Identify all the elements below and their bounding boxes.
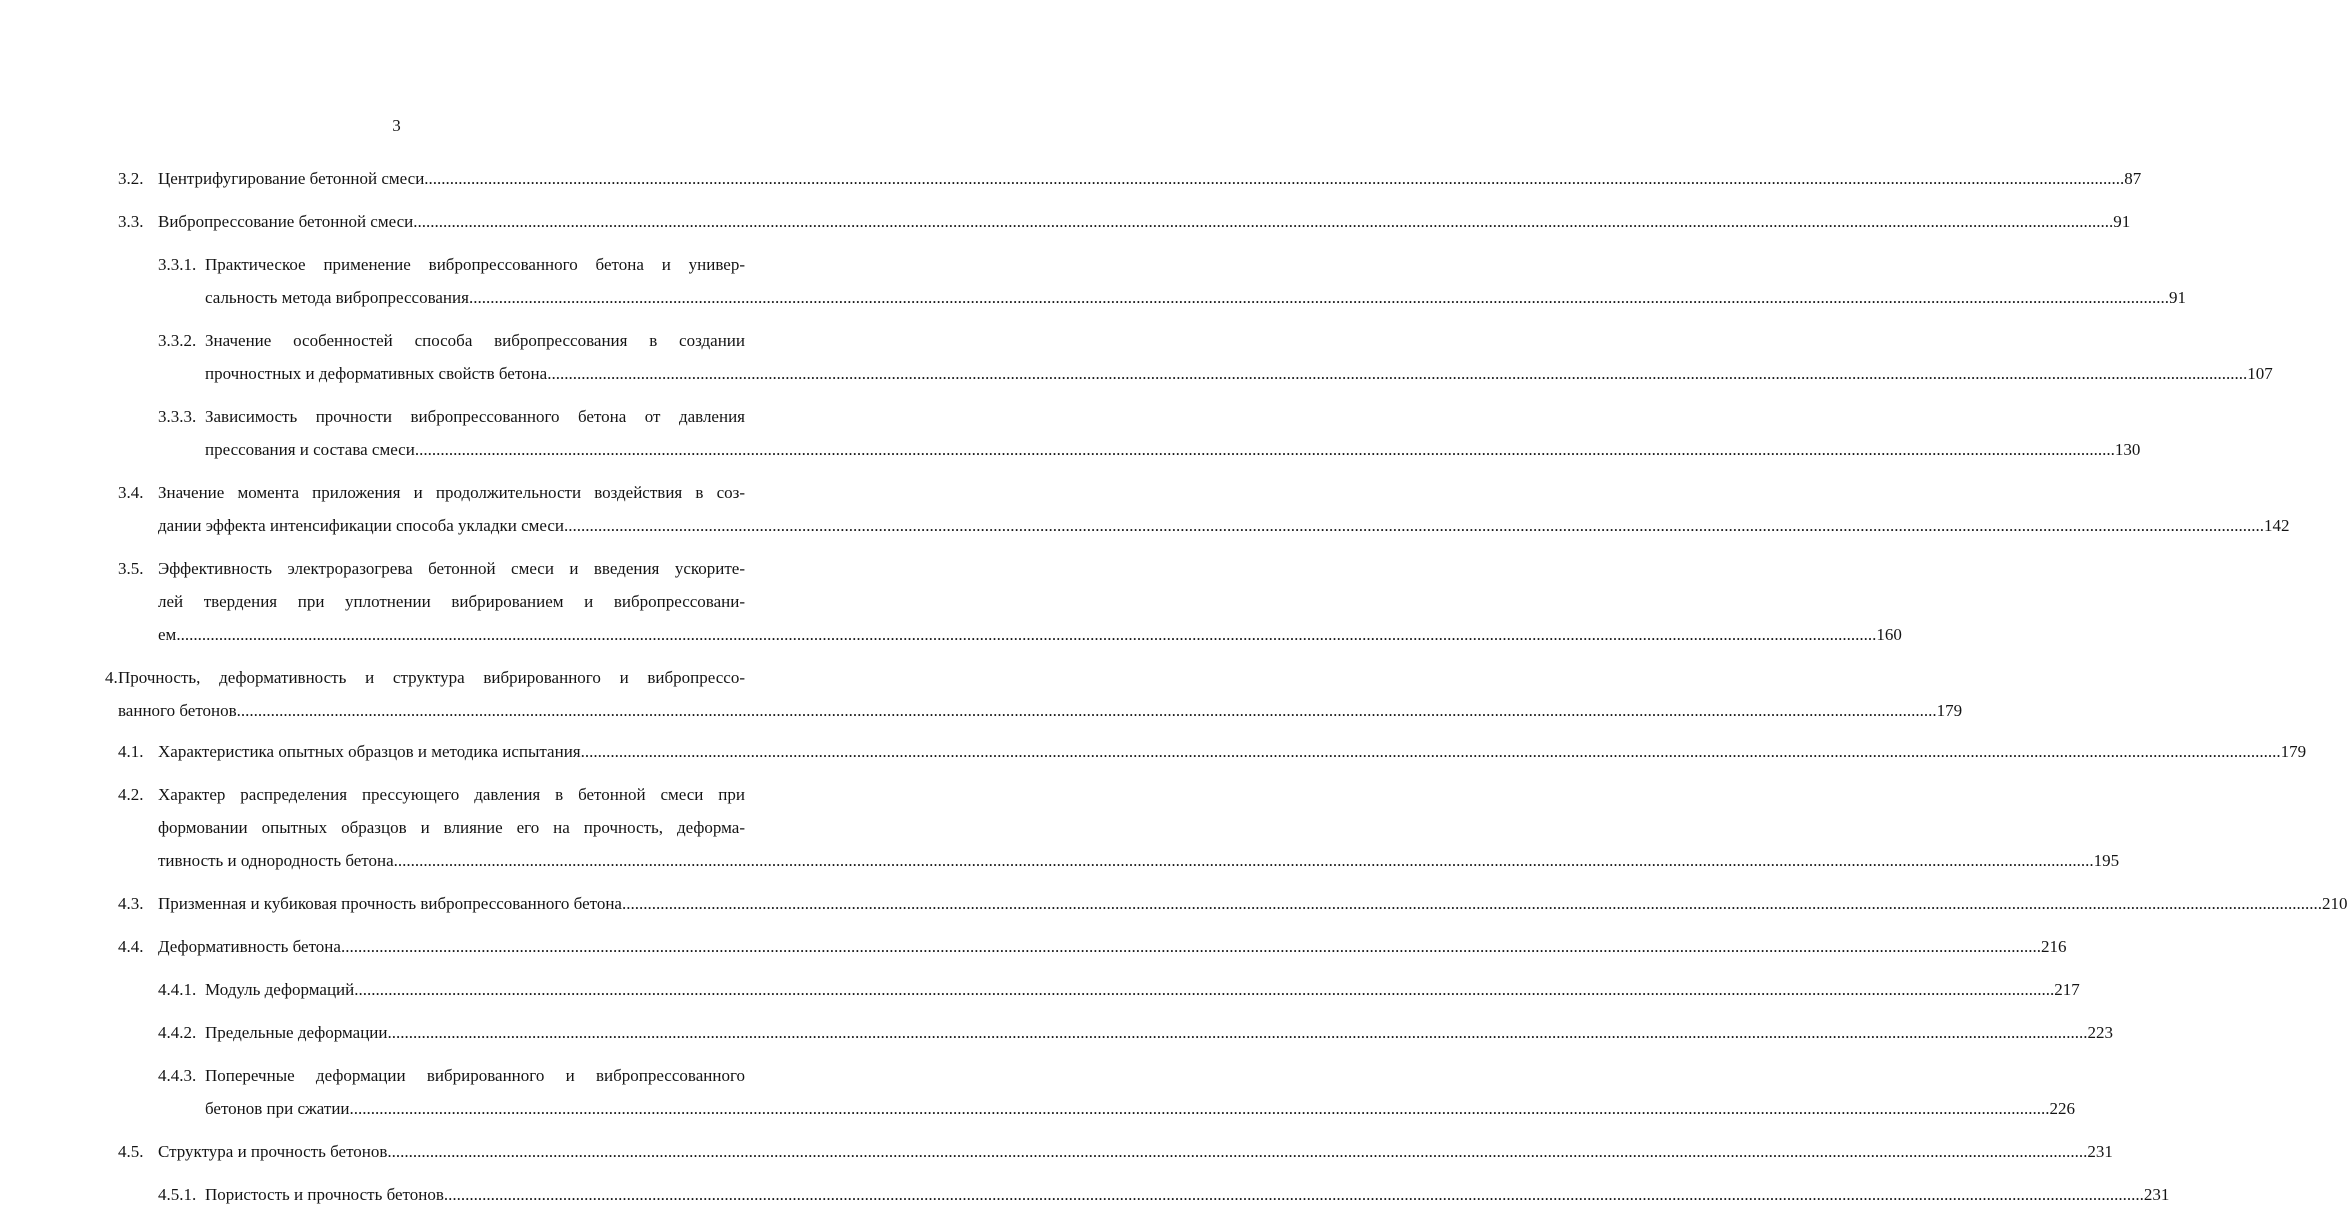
toc-entry-line: лей твердения при уплотнении вибрированием и вибропрессовани- — [158, 592, 745, 611]
toc-leader-dots: ................................................................................................................................................................................................................................................................................................................................................................................................................ — [393, 851, 2094, 870]
toc-leader-dots: ................................................................................................................................................................................................................................................................................................................................................................................................................ — [443, 1185, 2144, 1204]
toc-entry-number: 4.5.1. — [158, 1185, 197, 1204]
table-of-contents — [0, 162, 2347, 1221]
toc-entry — [0, 1016, 2113, 1049]
toc-entry-number: 4.4.1. — [158, 980, 197, 999]
toc-entry-line: Значение особенностей способа вибропрессования в создании — [205, 331, 745, 350]
toc-entry-title: Центрифугирование бетонной смеси — [158, 169, 425, 188]
toc-page-number: 217 — [2054, 980, 2080, 999]
toc-entry — [0, 735, 2307, 768]
toc-entry-number: 4.3. — [118, 894, 144, 913]
toc-entry-title: Предельные деформации — [205, 1023, 388, 1042]
toc-entry-title: тивность и однородность бетона — [158, 851, 394, 870]
toc-entry-line: Поперечные деформации вибрированного и вибропрессованного — [205, 1066, 745, 1085]
toc-entry — [0, 1059, 2076, 1125]
toc-leader-dots: ................................................................................................................................................................................................................................................................................................................................................................................................................ — [387, 1142, 2088, 1161]
toc-page-number: 91 — [2113, 212, 2131, 231]
toc-entry-last-line — [205, 973, 2080, 1006]
toc-entry — [0, 778, 2120, 877]
toc-page-number: 226 — [2049, 1099, 2076, 1118]
toc-entry-title: Призменная и кубиковая прочность вибропрессованного бетона — [158, 894, 622, 913]
toc-entry-title: Деформативность бетона — [158, 937, 341, 956]
toc-entry — [0, 661, 1963, 727]
toc-entry-line: Эффективность электроразогрева бетонной смеси и введения ускорите- — [158, 559, 745, 578]
toc-entry-title: сальность метода вибропрессования — [205, 288, 469, 307]
toc-entry-title: Характеристика опытных образцов и методика испытания — [158, 742, 581, 761]
toc-entry-last-line — [158, 844, 2120, 877]
toc-entry-last-line — [158, 735, 2307, 768]
toc-entry-number: 3.3.2. — [158, 331, 197, 350]
toc-entry — [0, 930, 2067, 963]
toc-page-number: 195 — [2093, 851, 2120, 870]
toc-entry — [0, 476, 2290, 542]
toc-page-number: 179 — [2280, 742, 2307, 761]
toc-entry-title: бетонов при сжатии — [205, 1099, 350, 1118]
toc-page-number: 130 — [2114, 440, 2141, 459]
toc-entry-title: Модуль деформаций — [205, 980, 355, 999]
toc-leader-dots: ................................................................................................................................................................................................................................................................................................................................................................................................................ — [340, 937, 2041, 956]
toc-entry-last-line — [158, 887, 2347, 920]
toc-leader-dots: ................................................................................................................................................................................................................................................................................................................................................................................................................ — [349, 1099, 2050, 1118]
toc-entry-line: Прочность, деформативность и структура вибрированного и вибропрессо- — [118, 668, 745, 687]
toc-page-number: 231 — [2143, 1185, 2170, 1204]
toc-entry-last-line — [118, 694, 1963, 727]
toc-entry — [0, 552, 1902, 651]
toc-entry-title: Пористость и прочность бетонов — [205, 1185, 444, 1204]
toc-entry-last-line — [205, 1092, 2076, 1125]
toc-entry-number: 3.3. — [118, 212, 144, 231]
toc-page-number: 179 — [1936, 701, 1963, 720]
toc-entry-line: Значение момента приложения и продолжительности воздействия в соз- — [158, 483, 745, 502]
toc-page-number: 91 — [2168, 288, 2186, 307]
toc-entry-number: 3.2. — [118, 169, 144, 188]
toc-page-number: 160 — [1876, 625, 1902, 644]
toc-page-number: 216 — [2040, 937, 2067, 956]
toc-page-number: 87 — [2124, 169, 2142, 188]
toc-entry-number: 4.4. — [118, 937, 144, 956]
toc-entry-title: прессования и состава смеси — [205, 440, 415, 459]
toc-entry — [0, 887, 2347, 920]
toc-entry-number: 4.2. — [118, 785, 144, 804]
toc-leader-dots: ................................................................................................................................................................................................................................................................................................................................................................................................................ — [547, 364, 2248, 383]
toc-leader-dots: ................................................................................................................................................................................................................................................................................................................................................................................................................ — [580, 742, 2281, 761]
toc-page-number: 210 — [2321, 894, 2347, 913]
toc-page-number: 231 — [2087, 1142, 2113, 1161]
toc-entry — [0, 162, 2142, 195]
toc-leader-dots: ................................................................................................................................................................................................................................................................................................................................................................................................................ — [424, 169, 2125, 188]
toc-entry-last-line — [205, 1178, 2170, 1211]
toc-entry — [0, 324, 2273, 390]
toc-entry-last-line — [205, 433, 2141, 466]
toc-entry — [0, 973, 2080, 1006]
toc-entry-title: прочностных и деформативных свойств бетона — [205, 364, 548, 383]
toc-leader-dots: ................................................................................................................................................................................................................................................................................................................................................................................................................ — [387, 1023, 2088, 1042]
toc-leader-dots: ................................................................................................................................................................................................................................................................................................................................................................................................................ — [621, 894, 2322, 913]
toc-entry-last-line — [158, 930, 2067, 963]
toc-leader-dots: ................................................................................................................................................................................................................................................................................................................................................................................................................ — [354, 980, 2055, 999]
toc-entry-number: 3.4. — [118, 483, 144, 502]
toc-entry-last-line — [158, 1135, 2113, 1168]
toc-entry-number: 4. — [105, 668, 118, 687]
toc-page-number: 107 — [2247, 364, 2273, 383]
toc-leader-dots: ................................................................................................................................................................................................................................................................................................................................................................................................................ — [468, 288, 2169, 307]
toc-page-number: 142 — [2264, 516, 2290, 535]
toc-entry-line: формовании опытных образцов и влияние его на прочность, деформа- — [158, 818, 745, 837]
toc-entry-last-line — [158, 618, 1902, 651]
toc-entry-line: Характер распределения прессующего давления в бетонной смеси при — [158, 785, 745, 804]
toc-page-number: 223 — [2087, 1023, 2113, 1042]
toc-entry-last-line — [158, 509, 2290, 542]
toc-entry-title: ем — [158, 625, 177, 644]
toc-entry-last-line — [158, 205, 2131, 238]
toc-entry — [0, 1178, 2170, 1211]
toc-leader-dots: ................................................................................................................................................................................................................................................................................................................................................................................................................ — [414, 440, 2115, 459]
toc-entry-title: дании эффекта интенсификации способа укладки смеси — [158, 516, 565, 535]
toc-entry-title: ванного бетонов — [118, 701, 237, 720]
toc-entry — [0, 1135, 2113, 1168]
toc-leader-dots: ................................................................................................................................................................................................................................................................................................................................................................................................................ — [176, 625, 1877, 644]
toc-entry-last-line — [158, 162, 2142, 195]
toc-leader-dots: ................................................................................................................................................................................................................................................................................................................................................................................................................ — [413, 212, 2114, 231]
toc-entry-number: 3.3.1. — [158, 255, 197, 274]
toc-entry-number: 3.5. — [118, 559, 144, 578]
toc-entry-number: 4.1. — [118, 742, 144, 761]
toc-entry-line: Практическое применение вибропрессованного бетона и универ- — [205, 255, 745, 274]
toc-entry-number: 4.5. — [118, 1142, 144, 1161]
toc-entry-title: Структура и прочность бетонов — [158, 1142, 388, 1161]
toc-entry-line: Зависимость прочности вибропрессованного бетона от давления — [205, 407, 745, 426]
toc-entry-number: 4.4.2. — [158, 1023, 197, 1042]
toc-entry-title: Вибропрессование бетонной смеси — [158, 212, 414, 231]
toc-entry-last-line — [205, 357, 2273, 390]
toc-leader-dots: ................................................................................................................................................................................................................................................................................................................................................................................................................ — [236, 701, 1937, 720]
toc-leader-dots: ................................................................................................................................................................................................................................................................................................................................................................................................................ — [564, 516, 2265, 535]
toc-entry-number: 4.4.3. — [158, 1066, 197, 1085]
toc-entry-last-line — [205, 281, 2186, 314]
toc-entry — [0, 205, 2131, 238]
page-number: 3 — [392, 116, 401, 135]
toc-entry-last-line — [205, 1016, 2113, 1049]
toc-entry — [0, 248, 2186, 314]
toc-entry-number: 3.3.3. — [158, 407, 197, 426]
toc-entry — [0, 400, 2141, 466]
